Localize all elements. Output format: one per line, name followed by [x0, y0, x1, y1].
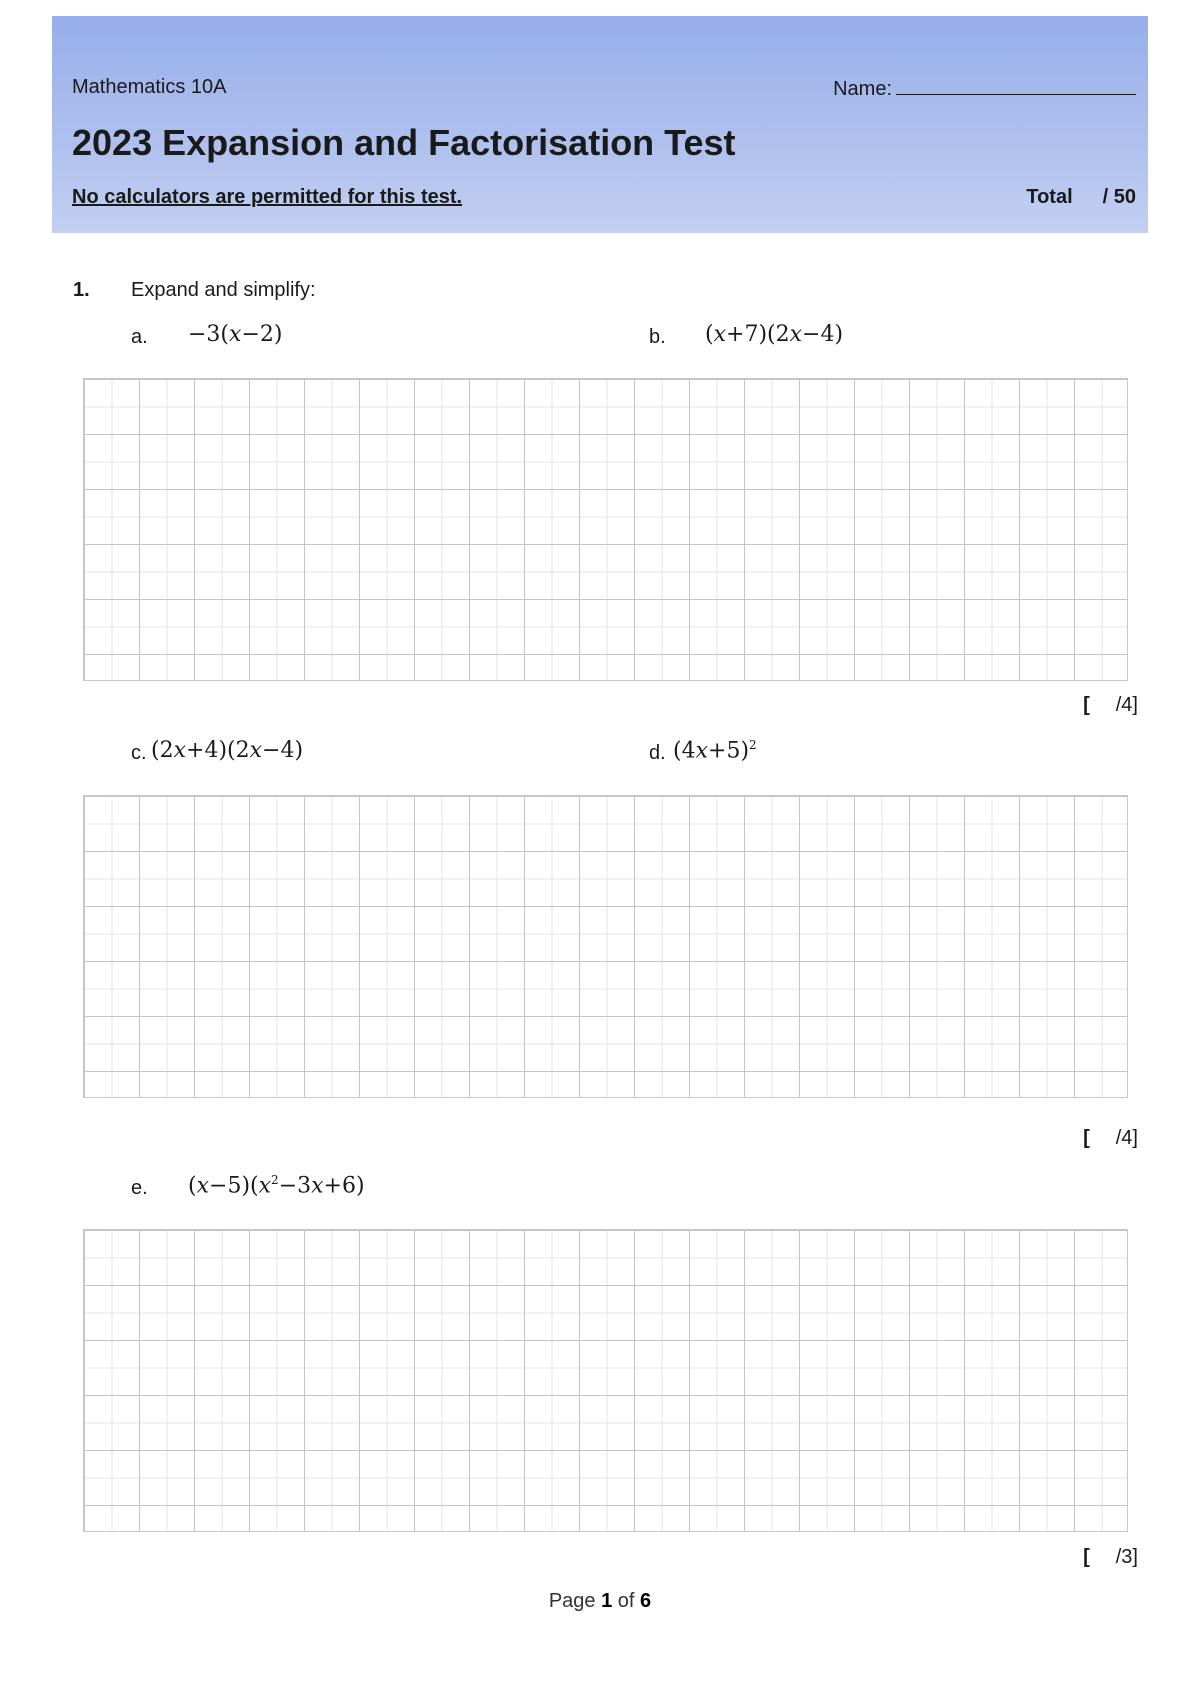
total-max: / 50 [1102, 186, 1136, 208]
page-of: of [617, 1590, 635, 1612]
part-b-expression: (x+7)(2x−4) [705, 322, 844, 347]
subject-label: Mathematics 10A [72, 76, 227, 98]
test-title: 2023 Expansion and Factorisation Test [72, 122, 736, 163]
working-grid-cd[interactable] [83, 795, 1128, 1098]
marks-cd [1083, 1127, 1138, 1150]
working-grid-ab[interactable] [83, 378, 1128, 681]
calculator-notice: No calculators are permitted for this test. [72, 186, 463, 208]
name-field[interactable] [833, 76, 1136, 101]
page-prefix: Page [548, 1590, 596, 1612]
marks-bracket: [ [1083, 1127, 1090, 1149]
marks-ab [1083, 694, 1138, 717]
part-a-expression: −3(x−2) [188, 322, 283, 347]
marks-bracket: [ [1083, 1546, 1090, 1568]
part-e-label: e. [131, 1177, 148, 1199]
page-footer [0, 1590, 1200, 1613]
part-c-expression: (2x+4)(2x−4) [151, 738, 304, 763]
working-grid-e[interactable] [83, 1229, 1128, 1532]
part-c-label: c. [131, 742, 147, 764]
header-band [52, 16, 1148, 233]
part-e-expression: $(x-5)(x^2-3x+6)$ [188, 1173, 365, 1199]
marks-value: /4] [1115, 1127, 1138, 1149]
part-b-label: b. [649, 326, 666, 348]
name-label: Name: [833, 78, 892, 100]
marks-value: /3] [1115, 1546, 1138, 1568]
question-instruction: Expand and simplify: [131, 279, 316, 301]
total-score [1026, 186, 1136, 209]
part-a-label: a. [131, 326, 148, 348]
page-total: 6 [640, 1590, 652, 1612]
marks-bracket: [ [1083, 694, 1090, 716]
marks-value: /4] [1115, 694, 1138, 716]
part-d-label: d. [649, 742, 666, 764]
part-d-expression: $(4x+5)^2$ [673, 738, 757, 764]
question-number: 1. [73, 279, 90, 301]
name-line[interactable] [896, 76, 1136, 95]
total-label: Total [1026, 186, 1073, 208]
marks-e [1083, 1546, 1138, 1569]
page-current: 1 [601, 1590, 613, 1612]
